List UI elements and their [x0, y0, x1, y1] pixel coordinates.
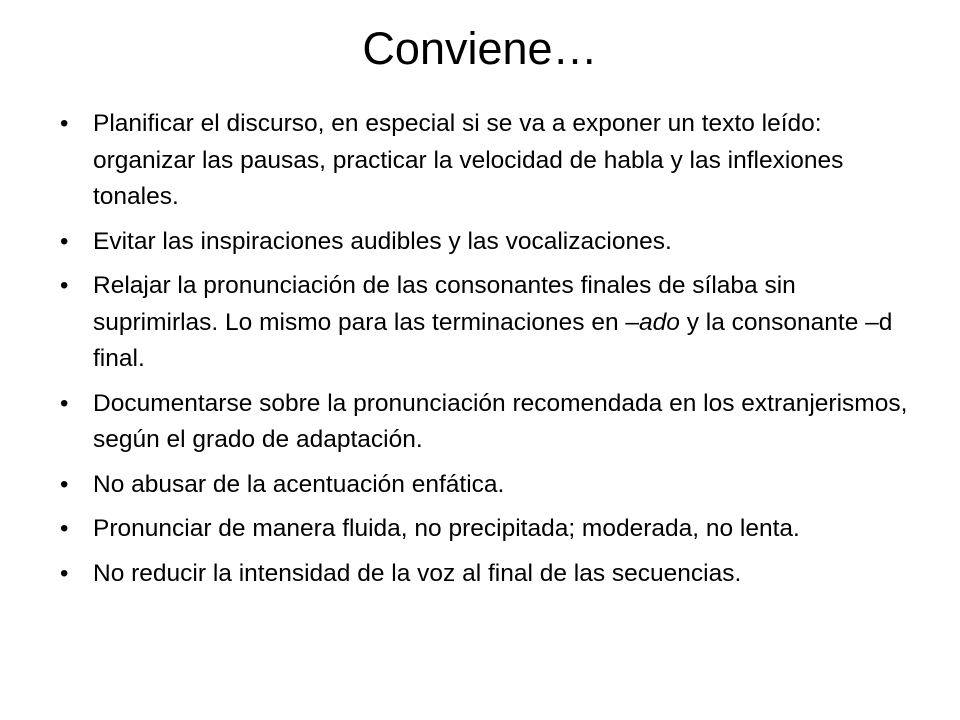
bullet-icon: •: [60, 470, 69, 498]
bullet-item: [48, 268, 914, 378]
bullet-text: No reducir la intensidad de la voz al final de las secuencias.: [93, 559, 742, 587]
bullet-item: [48, 467, 914, 504]
bullet-item: [48, 386, 914, 459]
bullet-item: [48, 511, 914, 548]
bullet-item: [48, 556, 914, 593]
bullet-text: Evitar las inspiraciones audibles y las vocalizaciones.: [93, 227, 672, 255]
bullet-text: Planificar el discurso, en especial si se va a exponer un texto leído: organizar las pausas, practicar la velocidad de habla y las inflexiones tonales.: [93, 110, 844, 210]
bullet-text: Relajar la pronunciación de las consonantes finales de sílaba sin suprimirlas. Lo mismo para las terminaciones en –ado y la consonante –d final.: [93, 272, 893, 372]
bullet-text: Documentarse sobre la pronunciación recomendada en los extranjerismos, según el grado de adaptación.: [93, 389, 908, 453]
bullet-text: Pronunciar de manera fluida, no precipitada; moderada, no lenta.: [93, 515, 800, 542]
bullet-item: [48, 106, 914, 216]
slide-title: Conviene…: [362, 23, 598, 74]
bullet-icon: •: [60, 227, 69, 255]
bullet-icon: •: [60, 515, 69, 542]
bullet-icon: •: [60, 272, 69, 299]
italic-term: ado: [639, 308, 680, 336]
bullet-list: [48, 106, 914, 600]
bullet-icon: •: [60, 389, 69, 417]
bullet-icon: •: [60, 559, 69, 587]
bullet-text: No abusar de la acentuación enfática.: [93, 470, 505, 498]
bullet-item: [48, 224, 914, 261]
bullet-icon: •: [60, 110, 69, 137]
